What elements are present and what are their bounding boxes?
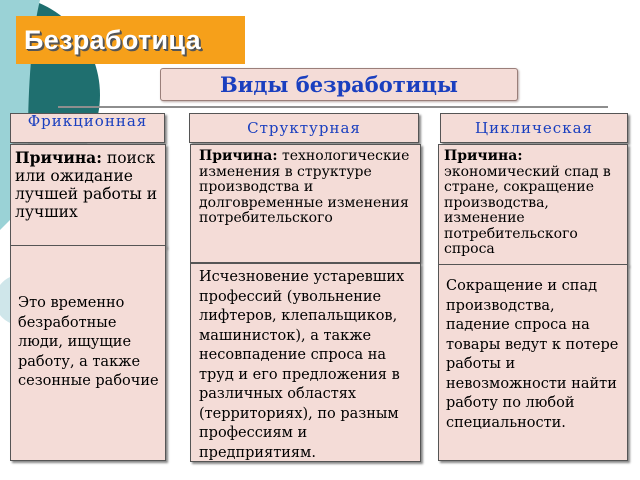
cause-text: технологические изменения в структуре производства и долговременные изменения потребительского [199,148,410,226]
description-text: Исчезновение устаревших профессий (увольнение лифтеров, клепальщиков, машинисток), а также несовпадение спроса на труд и его предложения в различных областях (территориях), по разным профессиям и предприятиям. [199,269,405,461]
page-title: Безработица [16,16,245,64]
cause-text: поиск или ожидание лучшей работы и лучших [15,149,158,221]
description-text: Сокращение и спад производства, падение спроса на товары ведут к потере работы и невозможности найти работу по любой специальности. [446,278,619,431]
header-frictional: Фрикционная [10,113,165,143]
cause-label: Причина: [15,148,102,167]
section-subtitle: Виды безработицы [160,68,518,101]
header-structural: Структурная [189,113,419,143]
cause-text: экономический спад в стране, сокращение производства, изменение потребительского спроса [444,163,611,257]
cause-box-cyclical [438,144,628,266]
description-box-structural [190,263,421,462]
description-box-frictional [10,245,166,461]
cause-label: Причина: [444,148,523,164]
description-box-cyclical [438,264,628,461]
description-text: Это временно безработные люди, ищущие работу, а также сезонные рабочие [18,295,159,389]
divider-line [58,106,608,108]
header-cyclical: Циклическая [440,113,628,143]
cause-box-structural [190,144,421,263]
cause-box-frictional [10,144,166,248]
cause-label: Причина: [199,148,278,164]
